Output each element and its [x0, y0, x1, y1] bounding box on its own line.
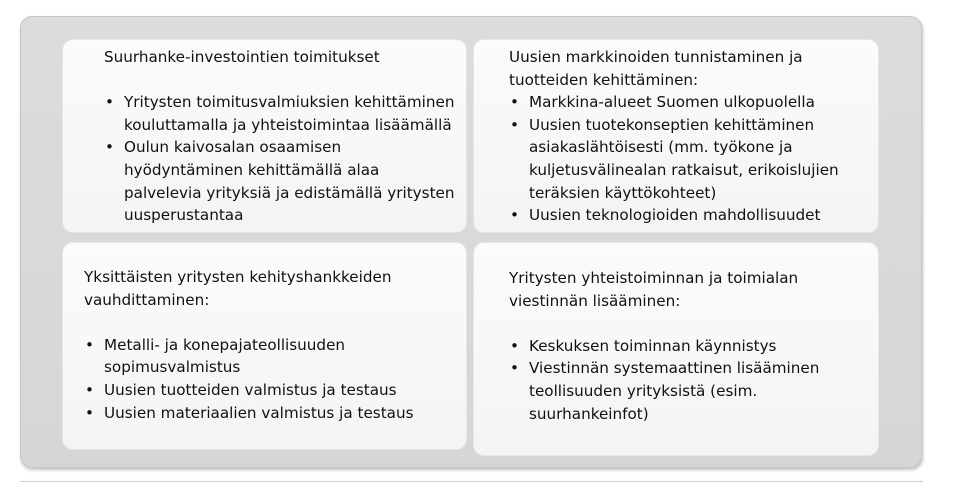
card-company-projects [62, 242, 467, 450]
spacer [509, 312, 870, 335]
footer-divider [20, 481, 923, 482]
card-investment-deliveries [62, 39, 467, 233]
card-title: Suurhanke-investointien toimitukset [104, 48, 380, 66]
list-item: • Uusien materiaalien valmistus ja testaus [84, 402, 458, 425]
card-title: Uusien markkinoiden tunnistaminen ja tuotteiden kehittäminen: [509, 48, 803, 89]
list-item: • Metalli- ja konepajateollisuuden sopimusvalmistus [84, 334, 458, 379]
card-title: Yritysten yhteistoiminnan ja toimialan viestinnän lisääminen: [509, 269, 799, 310]
list-item: • Oulun kaivosalan osaamisen hyödyntäminen kehittämällä alaa palvelevia yrityksiä ja edistämällä yritysten uusperustantaa [104, 136, 458, 226]
bullet-list [84, 334, 458, 424]
spacer [104, 69, 458, 92]
list-item: • Uusien tuotteiden valmistus ja testaus [84, 379, 458, 402]
list-item: • Uusien tuotekonseptien kehittäminen asiakaslähtöisesti (mm. työkone ja kuljetusvälinealan ratkaisut, erikoislujien teräksien käyttökohteet) [509, 114, 870, 204]
card-cooperation-communication [473, 242, 879, 456]
card-new-markets [473, 39, 879, 233]
bullet-list [509, 91, 870, 227]
bullet-list [509, 335, 870, 425]
list-item: • Viestinnän systemaattinen lisääminen teollisuuden yrityksistä (esim. suurhankeinfot) [509, 357, 870, 425]
card-title: Yksittäisten yritysten kehityshankkeiden vauhdittaminen: [84, 268, 392, 309]
spacer [84, 311, 458, 334]
list-item: • Markkina-alueet Suomen ulkopuolella [509, 91, 870, 114]
list-item: • Uusien teknologioiden mahdollisuudet [509, 204, 870, 227]
bullet-list [104, 91, 458, 227]
list-item: • Yritysten toimitusvalmiuksien kehittäminen kouluttamalla ja yhteistoimintaa lisäämällä [104, 91, 458, 136]
list-item: • Keskuksen toiminnan käynnistys [509, 335, 870, 358]
